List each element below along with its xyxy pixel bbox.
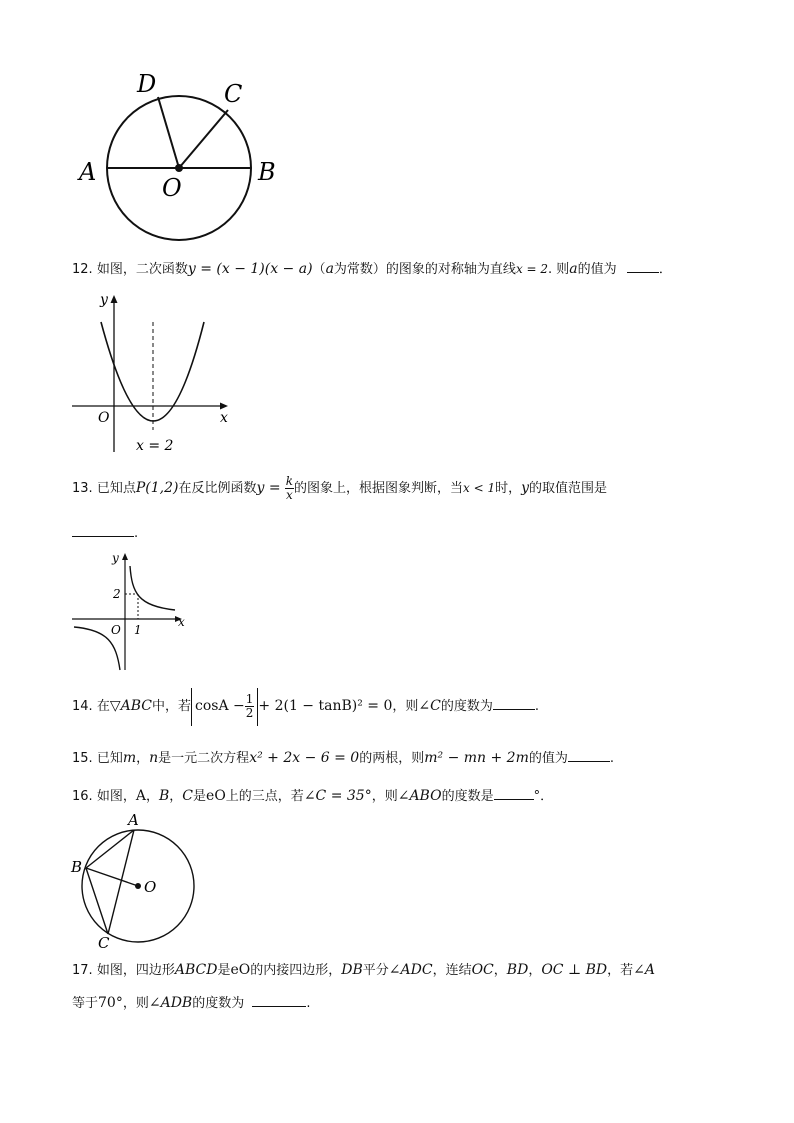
q14-absolute-value: cosA − $\frac{1}{2}$: [191, 688, 258, 726]
q15-text-3: 是一元二次方程: [158, 751, 250, 766]
q14-text-1: 在: [96, 699, 110, 714]
q14-triangle: ▽ABC: [109, 698, 152, 714]
q17-perp: OC ⊥ BD: [541, 962, 608, 978]
q14-angle-c: ∠C: [418, 698, 441, 714]
tick-1: 1: [134, 623, 142, 637]
q17-bd: BD: [506, 962, 529, 978]
q13-answer-blank[interactable]: [72, 524, 134, 537]
q16-angle-abo: ∠ABO: [397, 788, 442, 804]
label-C: C: [224, 80, 243, 108]
q17-angle-adb: ∠ADB: [148, 995, 193, 1011]
q12-answer-blank[interactable]: [627, 260, 659, 273]
circle-figure-q11: [74, 62, 314, 247]
q14-text-2: 中，若: [151, 699, 191, 714]
q17-angle-adc: ∠ADC: [388, 962, 433, 978]
q14-answer-blank[interactable]: [493, 697, 535, 710]
chord-AC: [108, 830, 134, 934]
q12-text-6: ．: [658, 262, 672, 277]
label-O: O: [144, 878, 157, 896]
q12-text-2: （: [312, 262, 326, 277]
q13-text-1: 已知点: [96, 481, 136, 496]
q12-number: 12.: [72, 262, 93, 277]
label-B: B: [258, 158, 276, 186]
q16-answer-blank[interactable]: [494, 787, 534, 800]
center-point: [135, 883, 141, 889]
q15-equation: x² + 2x − 6 = 0: [249, 750, 360, 766]
q17-line2-text-1: 等于: [72, 996, 99, 1011]
q16-A: A: [135, 788, 146, 804]
q16-text-2: ，: [145, 789, 159, 804]
y-axis-arrow: [122, 553, 128, 560]
q15-text-1: 已知: [96, 751, 123, 766]
q16-text-4: 是: [193, 789, 207, 804]
q15-text-6: .: [609, 751, 615, 766]
question-13: [72, 468, 607, 509]
q14-number: 14.: [72, 699, 93, 714]
circle-figure-q16: [68, 810, 208, 952]
q17-line2-text-2: ，则: [122, 996, 149, 1011]
q13-text-5: 的取值范围是: [529, 481, 608, 496]
q17-text-8: ，若: [607, 963, 634, 978]
question-15: [72, 748, 614, 769]
chord-AB: [86, 830, 134, 868]
q17-text-1: 如图，四边形: [96, 963, 175, 978]
q12-a: a: [325, 261, 334, 277]
y-axis-arrow: [111, 295, 118, 303]
q17-line2-text-3: 的度数为: [192, 996, 245, 1011]
radius-OB: [86, 868, 138, 886]
hyperbola-figure-q13: [68, 548, 193, 673]
label-C: C: [98, 934, 110, 952]
q17-text-3: 的内接四边形，: [250, 963, 342, 978]
q17-text-6: ，: [493, 963, 507, 978]
origin-label: O: [98, 410, 110, 426]
q12-formula: y = (x − 1)(x − a): [187, 261, 313, 277]
question-13-answer-line: [72, 524, 138, 544]
question-17-line-2: [72, 993, 311, 1014]
symmetry-axis-label: x = 2: [136, 438, 174, 454]
q15-answer-blank[interactable]: [568, 749, 610, 762]
q16-text-5: 上的三点，若: [225, 789, 304, 804]
x-label: x: [178, 615, 185, 629]
label-D: D: [137, 70, 157, 98]
q13-text-2: 在反比例函数: [178, 481, 257, 496]
q17-text-4: 平分: [362, 963, 389, 978]
q17-oc: OC: [471, 962, 494, 978]
q17-text-5: ，连结: [432, 963, 472, 978]
q16-circle-o: eO: [206, 788, 226, 804]
q13-text-3: 的图象上，根据图象判断，当: [293, 481, 463, 496]
q16-B: B: [158, 788, 170, 804]
parabola-figure-q12: [68, 290, 238, 455]
radius-OC: [179, 110, 228, 168]
q17-circle-o: eO: [230, 962, 251, 978]
q16-number: 16.: [72, 789, 93, 804]
q15-text-5: 的值为: [528, 751, 568, 766]
x-axis-arrow: [220, 403, 228, 410]
q14-text-5: .: [534, 699, 539, 714]
radius-OD: [158, 97, 179, 168]
q17-text-2: 是: [217, 963, 231, 978]
q16-text-1: 如图，: [96, 789, 136, 804]
q17-number: 17.: [72, 963, 93, 978]
q12-text-4: . 则: [548, 262, 570, 277]
question-12: [72, 259, 672, 280]
q17-angle-a: ∠A: [633, 962, 655, 978]
question-14: [72, 686, 539, 727]
q13-text-6: .: [134, 526, 139, 541]
question-16: [72, 786, 553, 807]
label-A: A: [128, 811, 139, 829]
q13-y: y: [521, 480, 530, 496]
q17-db: DB: [341, 962, 363, 978]
q12-text-5: 的值为: [577, 262, 617, 277]
q12-a2: a: [569, 261, 578, 277]
q14-text-3: ，则: [392, 699, 419, 714]
q12-axis: x = 2: [515, 262, 549, 276]
q17-quad: ABCD: [174, 962, 218, 978]
q13-point: P(1,2): [135, 480, 179, 496]
q16-text-7: 的度数是: [441, 789, 494, 804]
q13-fraction-k-over-x: $\frac{k}{x}$: [285, 474, 293, 502]
q17-degree: 70°: [98, 995, 123, 1011]
hyperbola-branch-1: [130, 566, 175, 610]
q16-text-3: ，: [169, 789, 183, 804]
q15-text-4: 的两根，则: [359, 751, 425, 766]
q17-text-7: ，: [528, 963, 542, 978]
origin-label: O: [111, 623, 121, 637]
q17-answer-blank[interactable]: [252, 994, 306, 1007]
q13-text-4: 时，: [495, 481, 522, 496]
center-point: [175, 164, 183, 172]
label-O: O: [162, 174, 182, 202]
x-label: x: [220, 410, 228, 426]
q15-m: m: [122, 750, 137, 766]
q14-text-4: 的度数为: [440, 699, 493, 714]
q13-y-equals: y =: [256, 480, 281, 496]
label-B: B: [71, 858, 83, 876]
question-17: [72, 960, 655, 981]
q12-text-1: 如图，二次函数: [96, 262, 188, 277]
tick-2: 2: [113, 587, 121, 601]
q16-condition: ∠C = 35°: [303, 788, 372, 804]
q15-number: 15.: [72, 751, 93, 766]
q17-line2-text-4: .: [306, 996, 311, 1011]
y-label: y: [100, 292, 108, 308]
q15-text-2: ，: [136, 751, 150, 766]
q13-number: 13.: [72, 481, 93, 496]
q16-text-8: °．: [533, 789, 554, 804]
q14-rest: + 2(1 − tanB)² = 0: [258, 698, 393, 714]
q16-text-6: ，则: [371, 789, 398, 804]
q16-C: C: [182, 788, 194, 804]
y-label: y: [112, 551, 119, 565]
q15-n: n: [149, 750, 159, 766]
q13-condition: x < 1: [463, 481, 496, 495]
q12-text-3: 为常数）的图象的对称轴为直线: [333, 262, 516, 277]
label-A: A: [79, 158, 97, 186]
q15-expression: m² − mn + 2m: [424, 750, 529, 766]
